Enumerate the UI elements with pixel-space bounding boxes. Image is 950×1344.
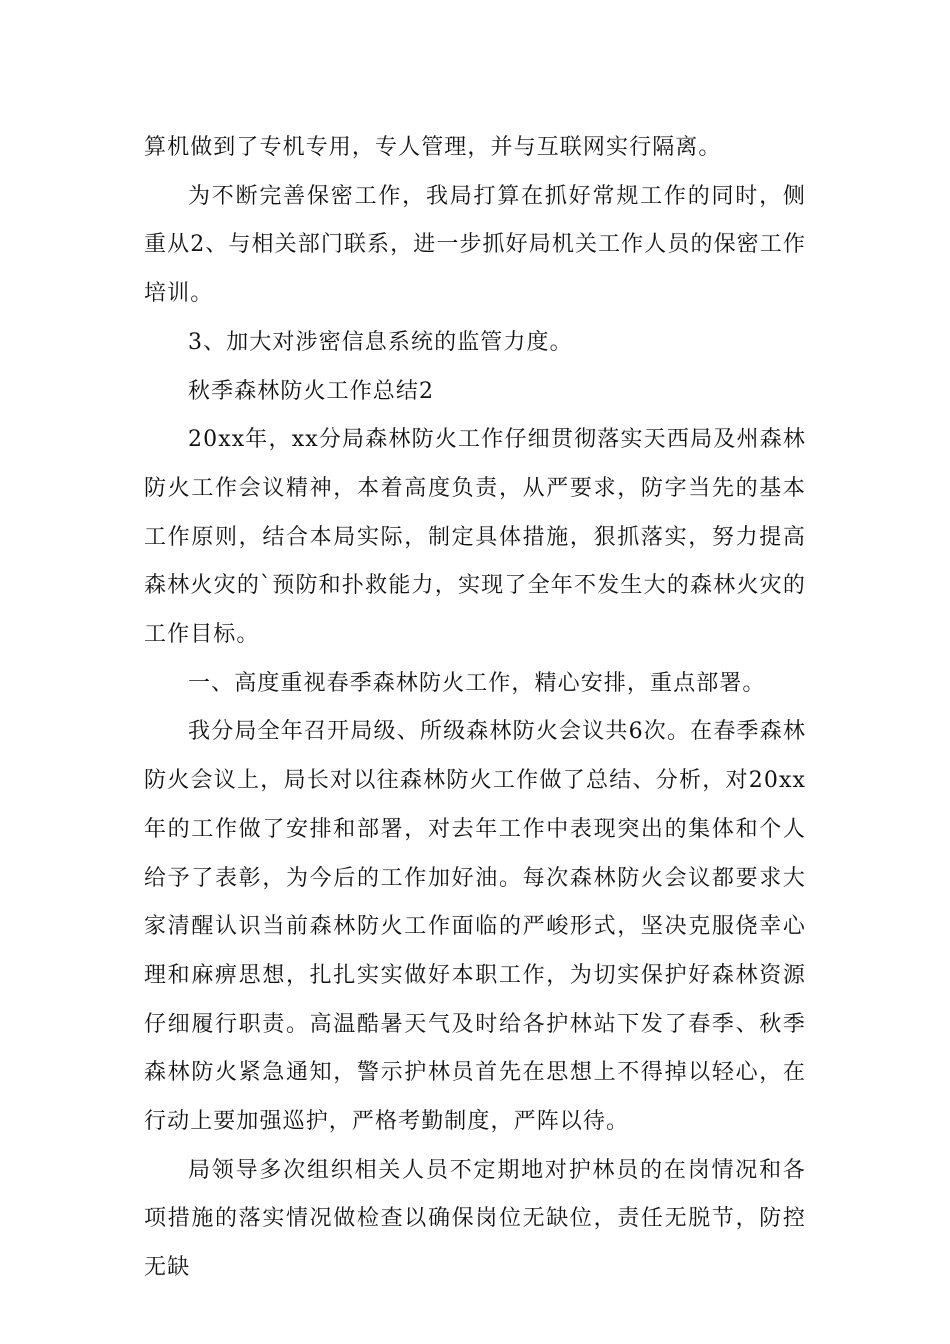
paragraph-continuation: 算机做到了专机专用，专人管理，并与互联网实行隔离。 [144, 135, 722, 160]
document-body [144, 124, 806, 1293]
paragraph-meetings: 我分局全年召开局级、所级森林防火会议共6次。在春季森林防火会议上，局长对以往森林防火工作做了总结、分析，对20xx年的工作做了安排和部署，对去年工作中表现突出的集体和个人给予了表彰，为今后的工作加好油。每次森林防火会议都要求大家清醒认识当前森林防火工作面临的严峻形式，坚决克服侥幸心理和麻痹思想，扎扎实实做好本职工作，为切实保护好森林资源仔细履行职责。高温酷暑天气及时给各护林站下发了春季、秋季森林防火紧急通知，警示护林员首先在思想上不得掉以轻心，在行动上要加强巡护，严格考勤制度，严阵以待。 [144, 719, 806, 1135]
paragraph-inspections: 局领导多次组织相关人员不定期地对护林员的在岗情况和各项措施的落实情况做检查以确保岗位无缺位，责任无脱节，防控无缺 [144, 1157, 806, 1281]
section-heading-1: 一、高度重视春季森林防火工作，精心安排，重点部署。 [188, 670, 766, 696]
paragraph-supervision: 3、加大对涉密信息系统的监管力度。 [188, 329, 573, 355]
paragraph-improvement-plan: 为不断完善保密工作，我局打算在抓好常规工作的同时，侧重从2、与相关部门联系，进一步抓好局机关工作人员的保密工作培训。 [144, 183, 806, 307]
paragraph-summary-intro: 20xx年，xx分局森林防火工作仔细贯彻落实天西局及州森林防火工作会议精神，本着高度负责，从严要求，防字当先的基本工作原则，结合本局实际，制定具体措施，狠抓落实，努力提高森林火灾的`预防和扑救能力，实现了全年不发生大的森林火灾的工作目标。 [144, 427, 806, 648]
section-title: 秋季森林防火工作总结2 [188, 378, 435, 404]
